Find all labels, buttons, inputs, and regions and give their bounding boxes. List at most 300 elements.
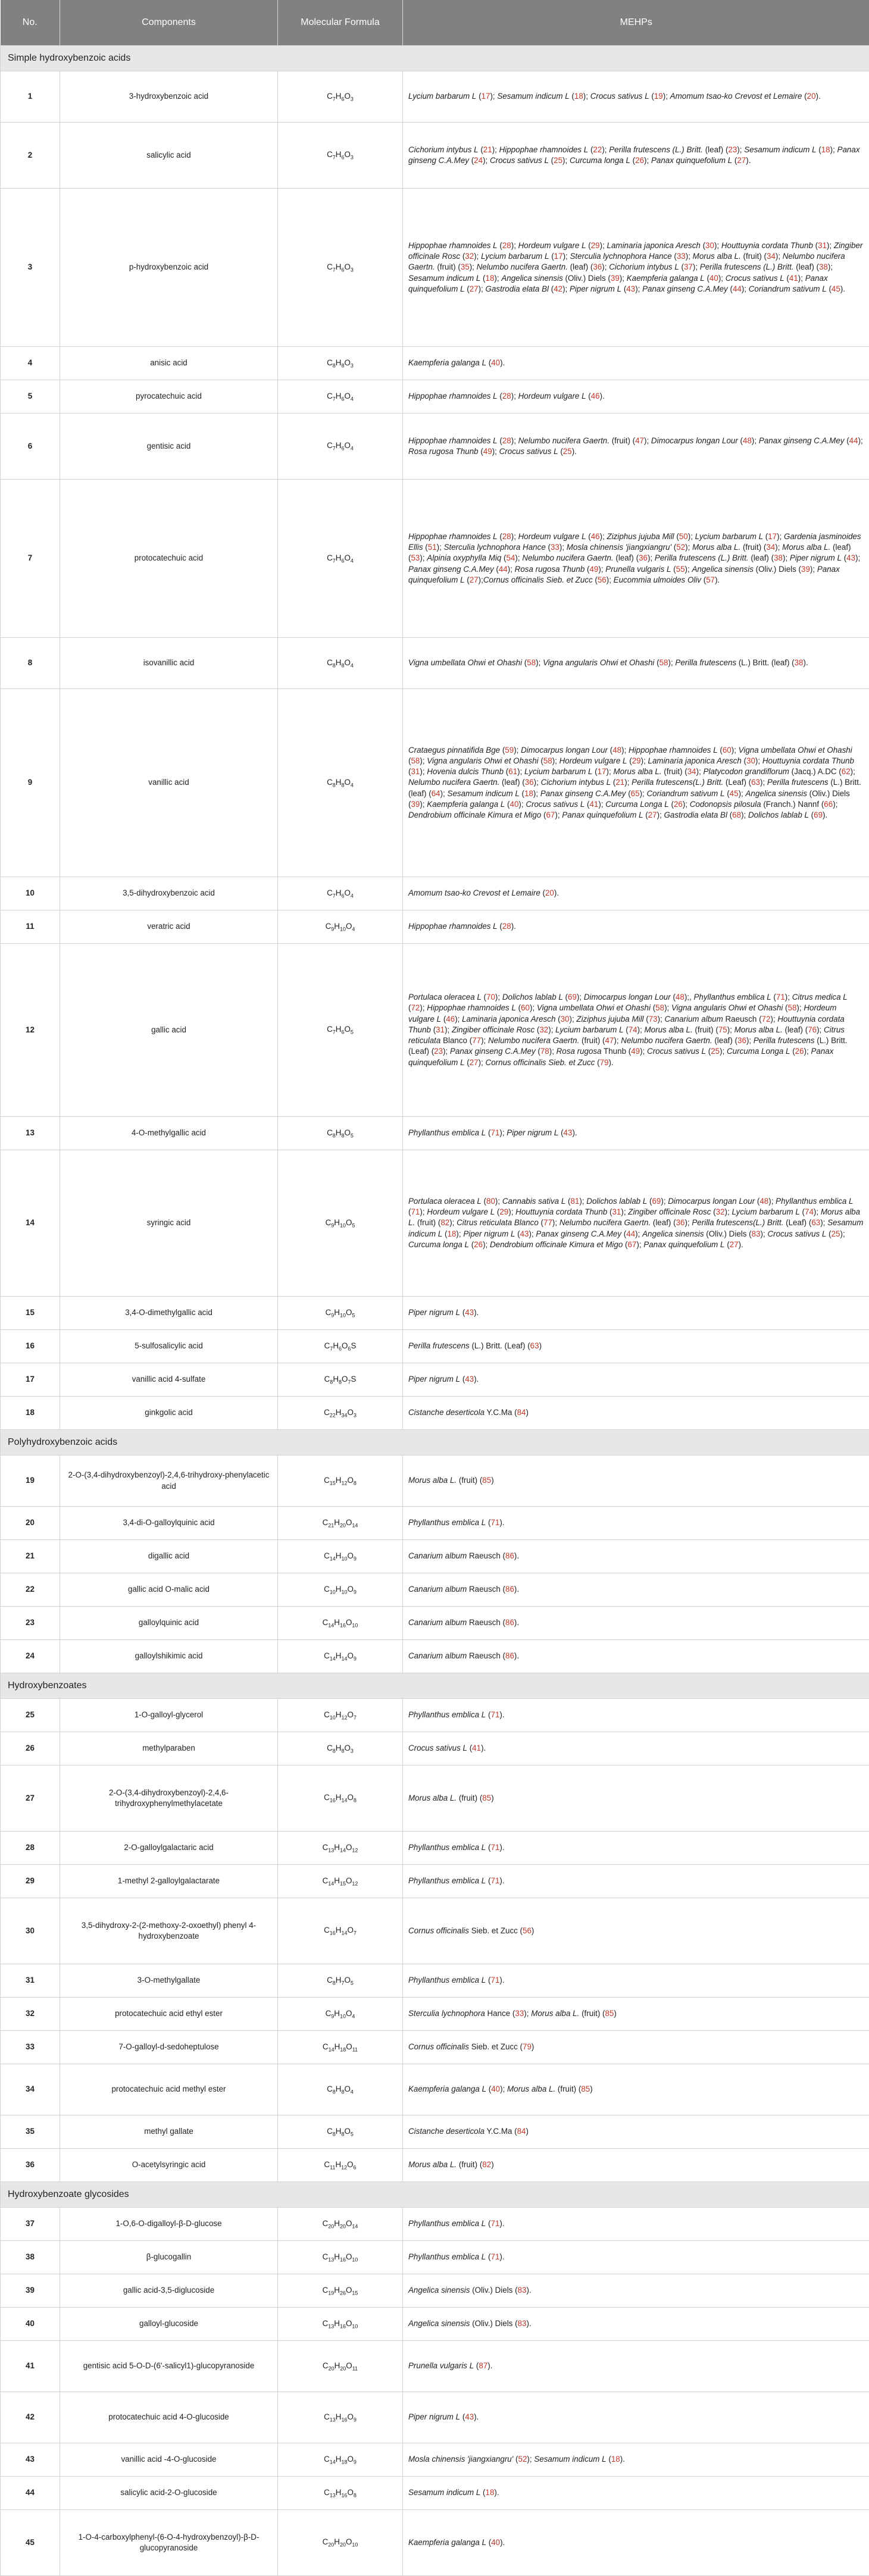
reference-number: 27 (470, 284, 479, 293)
compound-name: salicylic acid-2-O-glucoside (60, 2477, 278, 2510)
source-text: (leaf) ( (499, 778, 524, 787)
source-text: ); (470, 262, 477, 271)
table-row (1, 2308, 869, 2341)
species-name: Curcuma longa L (408, 1240, 469, 1249)
source-text: (leaf) ( (794, 262, 819, 271)
formula-element: S (351, 1375, 356, 1384)
source-text: (Franch.) Nannf ( (761, 800, 824, 809)
source-text: ( (647, 1197, 652, 1206)
source-text: ). (499, 1518, 504, 1527)
source-text: ); (686, 252, 693, 261)
source-text: (fruit) ( (457, 1476, 482, 1485)
reference-number: 23 (434, 1047, 443, 1056)
reference-number: 29 (499, 1207, 508, 1216)
source-text: ( (809, 810, 814, 819)
mehps-sources (403, 1640, 869, 1673)
reference-number: 25 (563, 447, 572, 456)
formula-element: O (346, 2252, 352, 2261)
reference-number: 77 (472, 1036, 481, 1045)
reference-number: 33 (515, 2009, 524, 2018)
source-text: (leaf) ( (651, 1218, 676, 1227)
source-text: ( (486, 1710, 490, 1719)
mehps-sources (403, 1766, 869, 1832)
compound-name: syringic acid (60, 1150, 278, 1297)
formula-element: H (333, 1375, 339, 1384)
mehps-sources (403, 123, 869, 189)
source-text: ( (671, 543, 676, 552)
species-name: Lycium barbarum L (732, 1207, 799, 1216)
source-text: ); (668, 658, 676, 667)
source-text: ); (739, 789, 746, 798)
formula-element: O (344, 1128, 350, 1137)
mehps-sources (403, 380, 869, 414)
table-header (1, 0, 869, 46)
species-name: Crocus sativus L (767, 1229, 826, 1238)
source-text: ( (408, 1003, 411, 1012)
compound-name: pyrocatechuic acid (60, 380, 278, 414)
compound-number: 16 (1, 1330, 60, 1363)
source-text: ( (536, 1047, 540, 1056)
source-text: ( (607, 1207, 612, 1216)
reference-number: 26 (674, 800, 683, 809)
reference-number: 36 (639, 553, 648, 562)
source-text: (fruit) ( (457, 1794, 482, 1802)
source-text: ( (431, 1025, 436, 1034)
molecular-formula (278, 1150, 403, 1297)
source-text: ); (449, 1218, 457, 1227)
reference-number: 19 (654, 92, 663, 101)
reference-number: 18 (486, 2488, 495, 2497)
reference-number: 63 (811, 1218, 820, 1227)
formula-subscript: 4 (351, 558, 354, 564)
source-text: ( (728, 284, 733, 293)
table-row (1, 1397, 869, 1430)
compound-name: gallic acid (60, 944, 278, 1117)
source-text: ( (565, 1197, 570, 1206)
reference-number: 46 (446, 1015, 455, 1023)
table-row (1, 2443, 869, 2477)
source-text: ); (598, 800, 605, 809)
species-name: Nelumbo nucifera Gaertn. (522, 553, 613, 562)
source-text: ); (624, 778, 632, 787)
mehps-sources (403, 1540, 869, 1573)
header-components: Components (60, 0, 278, 46)
reference-number: 28 (502, 436, 511, 445)
source-text: ); (563, 252, 570, 261)
reference-number: 87 (479, 2361, 487, 2370)
formula-subscript: 14 (329, 2046, 335, 2052)
formula-subscript: 9 (354, 2459, 357, 2465)
reference-number: 26 (635, 156, 644, 165)
source-text: Raeusch ( (467, 1585, 505, 1594)
formula-subscript: 16 (330, 1930, 336, 1936)
formula-subscript: 14 (341, 1930, 347, 1936)
source-text: ). (499, 1710, 504, 1719)
source-text: ). (500, 358, 505, 367)
formula-subscript: 7 (333, 155, 336, 161)
source-text: ( (486, 2538, 491, 2547)
formula-subscript: 8 (333, 1980, 336, 1986)
formula-element: H (334, 1518, 340, 1527)
reference-number: 35 (461, 262, 470, 271)
mehps-sources (403, 1397, 869, 1430)
source-text: ); (511, 436, 518, 445)
source-text: ); (635, 284, 642, 293)
source-text: ); (644, 156, 651, 165)
mehps-sources (403, 1832, 869, 1865)
compound-number: 5 (1, 380, 60, 414)
source-text: (fruit) ( (740, 543, 766, 552)
formula-subscript: 20 (328, 2223, 334, 2229)
source-text: ); (810, 565, 817, 574)
mehps-sources (403, 1330, 869, 1363)
source-text: ); (534, 778, 541, 787)
formula-element: H (336, 1585, 342, 1594)
source-text: ( (727, 810, 732, 819)
formula-subscript: 6 (341, 155, 344, 161)
table-row (1, 689, 869, 877)
species-name: Piper nigrum L (408, 1308, 460, 1317)
source-text: ); (511, 532, 518, 541)
source-text: ( (505, 800, 509, 809)
formula-element: H (334, 1843, 340, 1852)
formula-subscript: 8 (333, 362, 336, 368)
source-text: ); (648, 553, 655, 562)
formula-element: O (346, 1876, 352, 1885)
source-text: ); (607, 575, 614, 584)
table-row (1, 1507, 869, 1540)
table-row (1, 1964, 869, 1998)
species-name: Perilla frutescens (754, 1036, 815, 1045)
reference-number: 41 (472, 1744, 481, 1752)
compound-name: vanillic acid 4-sulfate (60, 1363, 278, 1397)
source-text: ( (672, 252, 677, 261)
mehps-sources (403, 2443, 869, 2477)
formula-subscript: 10 (352, 2323, 358, 2329)
source-text: ( (584, 565, 589, 574)
formula-subscript: 6 (341, 1029, 344, 1035)
source-text: ( (467, 1744, 472, 1752)
species-name: Nelumbo nucifera Gaertn. (518, 436, 609, 445)
compound-name: 2-O-galloylgalactaric acid (60, 1832, 278, 1865)
species-name: Panax quinquefolium L (562, 810, 643, 819)
source-text: (leaf) ( (749, 553, 774, 562)
reference-number: 71 (490, 2219, 499, 2228)
mehps-sources (403, 414, 869, 480)
reference-number: 20 (545, 888, 554, 897)
species-name: Gastrodia elata Bl (664, 810, 727, 819)
formula-subscript: 3 (351, 267, 354, 273)
source-text: ( (732, 156, 737, 165)
reference-number: 69 (814, 810, 823, 819)
formula-element: O (347, 1476, 353, 1485)
species-name: Canarium album (665, 1015, 723, 1023)
reference-number: 81 (570, 1197, 579, 1206)
species-name: Phyllanthus emblica L (408, 2219, 486, 2228)
source-text: ( (494, 565, 499, 574)
source-text: Sieb. et Zucc ( (469, 2042, 523, 2051)
reference-number: 28 (502, 922, 511, 931)
formula-subscript: 6 (341, 96, 344, 102)
source-text: ); (746, 1036, 754, 1045)
compound-name: protocatechuic acid 4-O-glucoside (60, 2392, 278, 2443)
species-name: Panax ginseng C.A.Mey (408, 565, 494, 574)
formula-element: C (324, 1585, 330, 1594)
mehps-sources (403, 1150, 869, 1297)
source-text: ) (526, 1408, 529, 1417)
reference-number: 34 (767, 252, 776, 261)
species-name: Sesamum indicum L (744, 145, 816, 154)
molecular-formula (278, 2510, 403, 2576)
formula-subscript: 5 (351, 1132, 354, 1138)
compound-number: 14 (1, 1150, 60, 1297)
species-name: Phyllanthus emblica L (408, 1710, 486, 1719)
species-name: Kaempferia galanga L (408, 358, 486, 367)
species-name: Amomum tsao-ko Crevost et Lemaire (670, 92, 802, 101)
formula-element: H (336, 2084, 342, 2093)
source-text: ). (572, 447, 577, 456)
source-text: ). (474, 1308, 479, 1317)
species-name: Hippophae rhamnoides L (629, 746, 718, 755)
formula-subscript: 16 (330, 1798, 336, 1804)
formula-element: O (347, 2488, 353, 2497)
species-name: Piper nigrum L (570, 284, 621, 293)
compound-number: 33 (1, 2031, 60, 2064)
reference-number: 31 (612, 1207, 621, 1216)
source-text: ); (851, 767, 855, 776)
source-text: (fruit) ( (609, 436, 635, 445)
formula-element: C (327, 2084, 333, 2093)
source-text: ); (798, 274, 805, 283)
source-text: Raeusch ( (723, 1015, 762, 1023)
compound-name: 1-O-4-carboxylphenyl-(6-O-4-hydroxybenzoyl)-β-D-glucopyranoside (60, 2510, 278, 2576)
formula-subscript: 7 (333, 267, 336, 273)
formula-subscript: 10 (340, 926, 346, 932)
source-text: ); (456, 1229, 463, 1238)
formula-element: O (347, 2455, 353, 2464)
compound-number: 9 (1, 689, 60, 877)
source-text: (L.) Britt. (Leaf) ( (408, 1036, 848, 1056)
reference-number: 46 (591, 392, 600, 400)
mehps-sources (403, 1865, 869, 1898)
formula-element: O (344, 1744, 350, 1752)
table-row (1, 1640, 869, 1673)
species-name: Dimocarpus longan Lour (521, 746, 608, 755)
compound-number: 34 (1, 2064, 60, 2115)
molecular-formula (278, 1607, 403, 1640)
reference-number: 48 (759, 1197, 768, 1206)
source-text: ); (685, 565, 692, 574)
species-name: Angelica sinensis (692, 565, 753, 574)
source-text: ( (826, 1229, 831, 1238)
source-text: (leaf) ( (783, 1025, 808, 1034)
species-name: Dolichos lablab L (748, 810, 809, 819)
compound-name: β-glucogallin (60, 2241, 278, 2274)
formula-element: O (346, 2319, 352, 2328)
species-name: Nelumbo nucifera Gaertn. (408, 778, 499, 787)
source-text: ); (637, 1025, 645, 1034)
species-name: Kaempferia galanga L (627, 274, 705, 283)
species-name: Eucommia ulmoides Oliv (614, 575, 701, 584)
mehps-sources (403, 2208, 869, 2241)
reference-number: 27 (737, 156, 746, 165)
table-row (1, 2208, 869, 2241)
compound-number: 15 (1, 1297, 60, 1330)
source-text: ( (480, 2488, 485, 2497)
source-text: ( (460, 252, 465, 261)
reference-number: 74 (629, 1025, 637, 1034)
source-text: ( (784, 274, 789, 283)
molecular-formula (278, 380, 403, 414)
source-text: ). (739, 1240, 743, 1249)
species-name: Dendrobium officinale Kimura et Migo (490, 1240, 623, 1249)
compound-number: 1 (1, 71, 60, 123)
source-text: ( (701, 575, 706, 584)
source-text: ). (746, 156, 751, 165)
formula-element: O (344, 2127, 350, 2136)
source-text: ). (600, 392, 605, 400)
formula-subscript: 8 (333, 2089, 336, 2095)
formula-subscript: 3 (351, 96, 354, 102)
source-text: ); (577, 993, 584, 1001)
source-text: ( (630, 156, 635, 165)
source-text: ); (602, 145, 609, 154)
species-name: Nelumbo nucifera Gaertn. (559, 1218, 651, 1227)
compound-number: 30 (1, 1898, 60, 1964)
reference-number: 43 (465, 1308, 474, 1317)
compound-number: 41 (1, 2341, 60, 2392)
formula-subscript: 11 (330, 2164, 335, 2170)
formula-element: O (346, 1618, 352, 1627)
formula-subscript: 8 (341, 1748, 344, 1754)
source-text: ( (480, 274, 485, 283)
formula-element: H (336, 150, 342, 159)
reference-number: 28 (502, 392, 511, 400)
compound-number: 40 (1, 2308, 60, 2341)
reference-number: 43 (626, 284, 635, 293)
formula-element: O (344, 441, 350, 450)
compound-number: 21 (1, 1540, 60, 1573)
formula-subscript: 8 (341, 1132, 344, 1138)
reference-number: 50 (679, 532, 688, 541)
compound-name: 2-O-(3,4-dihydroxybenzoyl)-2,4,6-trihydroxy-phenylacetic acid (60, 1456, 278, 1507)
species-name: Morus alba L. (645, 1025, 693, 1034)
compound-number: 28 (1, 1832, 60, 1865)
compound-name: salicylic acid (60, 123, 278, 189)
formula-subscript: 10 (330, 1714, 336, 1720)
source-text: ); (600, 532, 607, 541)
reference-number: 43 (465, 2412, 474, 2421)
compound-number: 6 (1, 414, 60, 480)
formula-element: H (334, 1218, 340, 1227)
source-text: ( (549, 252, 554, 261)
molecular-formula (278, 1297, 403, 1330)
species-name: Panax quinquefolium L (408, 1047, 833, 1066)
compound-name: digallic acid (60, 1540, 278, 1573)
formula-element: H (334, 1876, 340, 1885)
molecular-formula (278, 1573, 403, 1607)
source-text: ( (465, 575, 470, 584)
molecular-formula (278, 1964, 403, 1998)
reference-number: 53 (411, 553, 420, 562)
table-row (1, 1573, 869, 1607)
source-text: ( (611, 778, 615, 787)
formula-element: C (327, 441, 333, 450)
source-text: ); (549, 1047, 557, 1056)
formula-subscript: 8 (341, 782, 344, 788)
compound-number: 38 (1, 2241, 60, 2274)
species-name: Panax ginseng C.A.Mey (408, 145, 860, 165)
reference-number: 85 (581, 2084, 590, 2093)
reference-number: 71 (490, 1976, 499, 1985)
formula-element: H (336, 1744, 342, 1752)
species-name: Panax ginseng C.A.Mey (642, 284, 728, 293)
source-text: ); (718, 274, 726, 283)
reference-number: 49 (483, 447, 492, 456)
mehps-sources (403, 71, 869, 123)
source-text: Blanco ( (440, 1036, 472, 1045)
section-title: Hydroxybenzoate glycosides (1, 2182, 869, 2208)
source-text: ( (520, 789, 524, 798)
formula-subscript: 14 (328, 1880, 334, 1886)
reference-number: 71 (490, 1710, 499, 1719)
source-text: (Jacq.) A.DC ( (789, 767, 842, 776)
compound-name: gallic acid O-malic acid (60, 1573, 278, 1607)
formula-element: O (347, 2412, 353, 2421)
formula-element: O (344, 262, 350, 271)
species-name: Citrus reticulata Blanco (457, 1218, 539, 1227)
formula-subscript: 16 (340, 2256, 346, 2262)
source-text: ). (481, 1744, 486, 1752)
formula-element: O (344, 1025, 350, 1034)
source-text: ); (420, 767, 427, 776)
compound-number: 7 (1, 480, 60, 638)
formula-subscript: 8 (354, 1798, 357, 1804)
source-text: (Oliv.) Diels ( (563, 274, 611, 283)
compound-name: 7-O-galloyl-d-sedoheptulose (60, 2031, 278, 2064)
table-row (1, 2149, 869, 2182)
formula-element: O (344, 358, 350, 367)
species-name: Gastrodia elata Bl (486, 284, 549, 293)
formula-subscript: 10 (352, 2256, 358, 2262)
formula-subscript: 13 (330, 2417, 336, 2422)
source-text: ( (479, 145, 483, 154)
reference-number: 58 (788, 1003, 797, 1012)
species-name: Perilla frutescens (767, 778, 829, 787)
source-text: ( (539, 756, 543, 765)
compound-name: methyl gallate (60, 2115, 278, 2149)
reference-number: 31 (818, 241, 827, 250)
reference-number: 17 (554, 252, 563, 261)
header-no: No. (1, 0, 60, 46)
species-name: Piper nigrum L (408, 1375, 460, 1384)
source-text: ); (514, 746, 521, 755)
formula-subscript: 14 (330, 1555, 336, 1561)
formula-subscript: 15 (340, 1880, 346, 1886)
source-text: ( (501, 553, 506, 562)
formula-element: H (334, 2219, 340, 2228)
source-text: (leaf) ( (703, 145, 728, 154)
reference-number: 71 (490, 1876, 499, 1885)
source-text: ( (486, 2219, 490, 2228)
formula-subscript: 8 (333, 1748, 336, 1754)
reference-number: 48 (676, 993, 684, 1001)
reference-number: 78 (540, 1047, 549, 1056)
source-text: ); (614, 1036, 621, 1045)
molecular-formula (278, 1699, 403, 1732)
source-text: ); (760, 778, 767, 787)
reference-number: 40 (491, 358, 500, 367)
